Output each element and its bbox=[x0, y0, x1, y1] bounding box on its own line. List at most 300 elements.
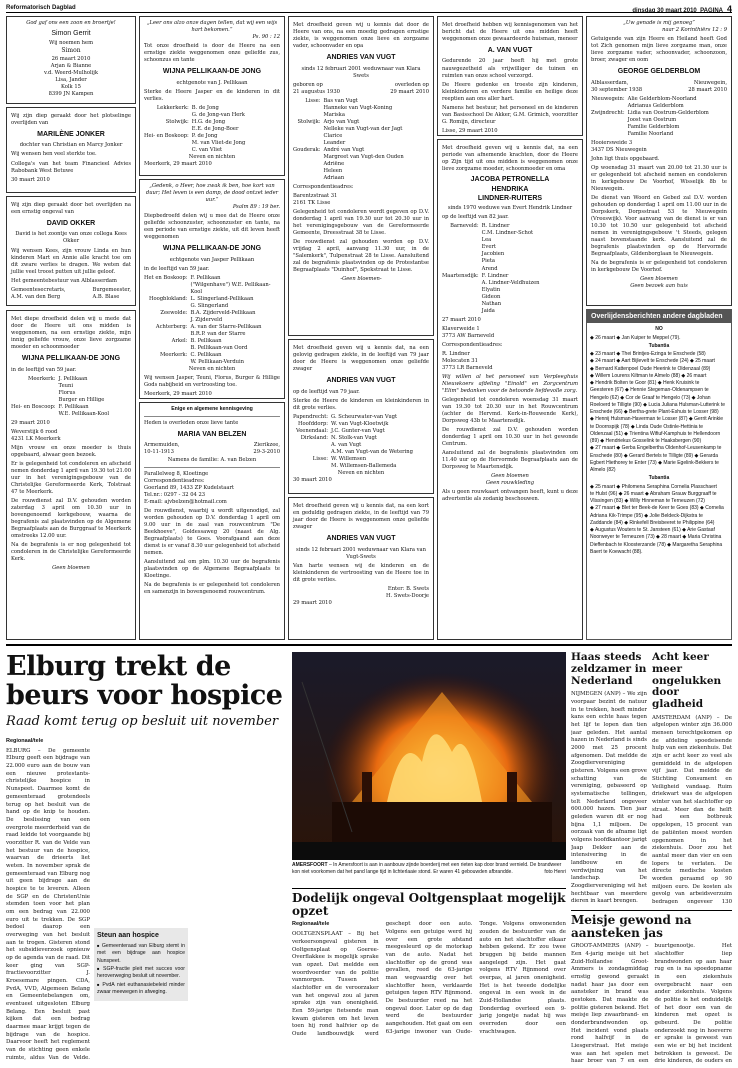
correspondence-label: Correspondentieadres: bbox=[293, 183, 354, 190]
overview-list bbox=[587, 323, 731, 558]
overview-entry: Geesteren (67) ◆ Hennie Stegeman-Oldenampsen te bbox=[590, 387, 709, 394]
family-place bbox=[442, 287, 479, 294]
deceased-name: JACOBA PETRONELLA bbox=[470, 176, 550, 184]
family-place bbox=[293, 161, 320, 168]
deceased-name: DAVID OKKER bbox=[46, 220, 96, 228]
overview-entry: Zaddande (84) ◆ Rinkefell Breisbeeret te Philippine (64) bbox=[590, 519, 715, 526]
family-member: M. Willemsen-Ballemeda bbox=[331, 462, 397, 469]
family-list bbox=[293, 414, 429, 470]
article-groot-ammers bbox=[571, 910, 732, 1064]
family-place: Meerkerk: bbox=[159, 351, 188, 358]
notice-school bbox=[437, 16, 583, 136]
deceased-name: GEORGE GELDERBLOM bbox=[617, 68, 701, 76]
family-member: Bas van Vugt bbox=[323, 97, 358, 104]
notice-relatives: Neven en nichten bbox=[188, 153, 236, 160]
family-member: Arjo van Vugt bbox=[323, 118, 360, 125]
family-place bbox=[442, 230, 479, 237]
family-member: C. van Vliet bbox=[191, 146, 223, 153]
family-place: Zeewolde: bbox=[160, 309, 188, 316]
family-member: W. Pellikaan-Verduin bbox=[190, 358, 245, 365]
notice-date: 29 maart 2010 bbox=[11, 419, 50, 426]
notice-footer: Geen bezoek aan huis bbox=[630, 282, 688, 289]
notice-text: De rouwdienst zal D.V. gehouden worden donderdag 1 april om 10.30 uur in het gewonde Centrum. bbox=[442, 426, 578, 447]
family-place bbox=[144, 140, 189, 147]
notice-text: De dienst van Woord en Gebed zal D.V. worden gehouden op donderdag 1 april om 11.00 uur in de Dorpskerk, Dorpsstraat 53 te Nieuwegein (Vreeswijk). Voor aanvang van de dienst is er van 10.30 tot 10.50 uur gelegenheid tot afscheid nemen in verenigingsgebouw 't Steeds, gelegen naast bovenstaande kerk. Aansluitend zal de begrafenis plaatsvinden op de Hervormde Begraafplaats, Gildenborglaan te Nieuwegein. bbox=[591, 194, 727, 257]
family-member: A.M. van Vugt-van de Wetering bbox=[331, 448, 413, 455]
family-place: Hei- en Boskoop: bbox=[144, 132, 189, 139]
notice-text: Na de begrafenis is er gelegenheid tot condoleren en samenzijn in bovengenoemd rouwcentrum. bbox=[144, 581, 280, 595]
family-place bbox=[144, 112, 189, 119]
address-line: 3437 DS Nieuwegein bbox=[591, 146, 647, 153]
family-member: Leander bbox=[323, 139, 346, 146]
family-member: Florus bbox=[58, 389, 76, 396]
family-place bbox=[293, 112, 320, 119]
notice-text: Na de begrafenis is er gelegenheid tot condoleren in kerkgebouw De Voorhof. bbox=[591, 259, 727, 273]
notice-intro: Met droefheid hebben wij kennisgenomen van het bericht dat de Heere uit ons midden heeft weggenomen onze gewaardeerde huisman, meneer bbox=[442, 22, 578, 43]
scripture-ref: Psalm 89 : 19 ber. bbox=[232, 204, 280, 211]
paper-name: Reformatorisch Dagblad bbox=[6, 5, 76, 11]
overview-entry: Roeloerd te Tilligte (90) ◆ Lucia Juliana Hulsman-Lutterink te bbox=[590, 401, 726, 408]
main-article-rest bbox=[94, 738, 288, 1062]
address-line: R. Lindner bbox=[442, 350, 470, 357]
notice-intro: Diepbedroefd delen wij u mee dat de Heere onze geliefde schoonzuster, schoonzuster en tante, na een periode van ernstige ziekte, uit dit leven heeft weggenomen bbox=[144, 213, 280, 241]
notice-pellikaan-siblings bbox=[139, 16, 285, 176]
family-member: G. Scheurwater-van Vugt bbox=[331, 413, 398, 420]
death-date: 29 maart 2010 bbox=[390, 88, 429, 95]
signature-name: A.M. van den Berg bbox=[11, 293, 61, 300]
notice-gelderblom bbox=[586, 16, 732, 306]
deceased-age: in de leeftijd van 59 jaar. bbox=[11, 366, 77, 373]
family-member: G. de Jong-van Herk bbox=[191, 111, 245, 118]
overview-entry: Egbert Hiethorey te Enter (73) ◆ Marie Egelink-Bekkers te bbox=[590, 459, 719, 466]
family-member: A. Lindner-Veldhuizen bbox=[481, 279, 540, 286]
family-member: Lidia van Oostrum-Gelderblom bbox=[627, 109, 709, 116]
family-place: Lisse: bbox=[312, 455, 329, 462]
family-member: F. Pellikaan bbox=[190, 274, 221, 281]
deceased-name: LINDNER-RUITERS bbox=[477, 194, 543, 202]
parents-line: Lisa, Jander bbox=[55, 76, 87, 83]
family-member: Teuni bbox=[58, 382, 74, 389]
family-place bbox=[144, 345, 187, 352]
article-headline: Meisje gewond na aansteken jas bbox=[571, 913, 692, 941]
notice-footer: -Geen bloemen- bbox=[340, 275, 382, 282]
family-member: Margreet van Vugt-den Ouden bbox=[323, 153, 404, 160]
notice-okker bbox=[6, 196, 136, 306]
notice-subtitle: sinds 12 februari 2001 weduwnaar van Klara Swets bbox=[301, 65, 421, 79]
address-line: Molecaten 31 bbox=[442, 357, 478, 364]
family-member: Joost van Oostrum bbox=[627, 116, 677, 123]
death-place: Nieuwegein, bbox=[693, 79, 727, 86]
family-member: C. Pellikaan bbox=[190, 351, 222, 358]
family-place bbox=[293, 140, 320, 147]
overview-entry: Oldenzaal (51) ◆ Trientina Wifiuf-Kamphuis te Hellendoorn bbox=[590, 430, 721, 437]
family-member: F. Pellikaan bbox=[58, 403, 89, 410]
family-member: G. Slingerland bbox=[190, 302, 229, 309]
family-place: Zwijndrecht: bbox=[591, 109, 625, 116]
notice-lindner bbox=[437, 139, 583, 640]
overview-entry: ◆ 23 maart ◆ Thei Brintjes-Ezinga te Enschede (58) bbox=[590, 351, 706, 358]
parents-line: v.d. Weerd-Mulholijk bbox=[43, 69, 99, 76]
notice-text: Na de begrafenis is er nog gelegenheid tot condoleren in de Christelijke Gereformeerde Kerk. bbox=[11, 541, 131, 562]
notice-intro: Tot onze droefheid is door de Heere na een ernstige ziekte weggenomen onze geliefde zus, schoonzus en tante bbox=[144, 43, 280, 64]
family-member: Nelleke van Vugt-van der Jagt bbox=[323, 125, 403, 132]
address-line: Correspondentieadres: bbox=[144, 477, 205, 484]
fact-box-title: Steun aan hospice bbox=[97, 932, 159, 939]
family-place bbox=[11, 383, 56, 390]
notice-text: Op woensdag 31 maart van 20.00 tot 21.30 uur is er gelegenheid tot afscheid nemen en condoleren in kerkgebouw De Voorhof, Wisselijk 8b te Nieuwegein. bbox=[591, 164, 727, 192]
article-headline: Haas steeds zeldzamer in Nederland bbox=[571, 652, 647, 687]
notice-date: 27 maart 2010 bbox=[442, 316, 481, 323]
notice-text: Gedurende 20 jaar heeft hij met grote nauwgezetheid als vrijwilliger de tuinen en ruimten van onze school verzorgd. bbox=[442, 58, 578, 79]
notice-text: Wij wensen hen veel sterkte toe. bbox=[11, 151, 97, 158]
family-member: Adriaan bbox=[323, 174, 345, 181]
family-place bbox=[11, 390, 56, 397]
notice-jonker bbox=[6, 107, 136, 193]
family-member: B. Pellikaan-van Oord bbox=[190, 344, 248, 351]
family-place bbox=[144, 331, 187, 338]
notice-intro: Met droefheid geven wij u kennis dat door de Heere van ons, na een moedig gedragen ernstige ziekte, is weggenomen onze lieve en zorgzame vader, schoonvader en opa bbox=[293, 22, 429, 50]
family-member: M. van Vliet-de Jong bbox=[191, 139, 246, 146]
deceased-age: op de leeftijd van 82 jaar. bbox=[442, 214, 509, 221]
notice-text: Sterke de Heere de kinderen en kleinkinderen in dit grote verlies. bbox=[293, 397, 429, 411]
family-place bbox=[144, 126, 189, 133]
notice-text: De Heere gedenke en troeste zijn kinderen, kleinkinderen en verdere familie en heilige deze reeptien aan ons aller hart. bbox=[442, 81, 578, 102]
family-member: N. Stolk-van Vugt bbox=[331, 434, 377, 441]
family-member: Alie Gelderblom-Noorland bbox=[627, 95, 697, 102]
notice-belzen bbox=[139, 402, 285, 640]
overview-entry: Enschede (80) ◆ Gerard Bertels te Tilligte (89) ◆ Gerarda bbox=[590, 452, 719, 459]
family-list bbox=[144, 275, 280, 366]
family-member: André van Vugt bbox=[323, 146, 365, 153]
address-line: Klaverweide 1 bbox=[442, 325, 480, 332]
overview-entry: Almelo (82) bbox=[590, 467, 616, 474]
birth-poem: God gaf ons een zoon en broertje! bbox=[26, 20, 116, 26]
child-name: Simon Gerrit bbox=[51, 30, 91, 38]
signature-title: Burgemeester, bbox=[92, 286, 131, 293]
family-place: Het en Boskoop: bbox=[144, 274, 188, 281]
fact-item: ■ SGP-fractie pleit met succes voor heroverweging besluit uit november. bbox=[97, 966, 185, 981]
deceased-name: MARIA VAN BELZEN bbox=[177, 431, 247, 439]
overview-entry: ◆ Willem Lourens Kiltman te Almelo (88) ◆ 26 maart bbox=[590, 372, 707, 379]
address-line: Goerland 89, 1433 ZP Kudelstaart bbox=[144, 484, 235, 491]
overview-entry: Vlissingen (83) ◆ Willy Hinneman te Terneuzen (72) bbox=[590, 498, 705, 505]
overview-entry: ◆ Bernard Kattenpoel Oude Heerink te Oldenzaal (89) bbox=[590, 365, 711, 372]
family-member: J. Zijderveld bbox=[190, 316, 223, 323]
family-place bbox=[293, 133, 320, 140]
address-line: Parallelweg 8, Kloetinge bbox=[144, 470, 209, 477]
notice-vugt-siblings bbox=[288, 339, 434, 494]
family-place bbox=[11, 411, 56, 418]
deceased-name: ANDRIES VAN VUGT bbox=[326, 377, 396, 385]
family-member: P. de Jong bbox=[191, 132, 218, 139]
family-place bbox=[442, 251, 479, 258]
family-member: Jacobien bbox=[481, 251, 505, 258]
birth-place: Armemuiden, bbox=[144, 442, 180, 449]
family-place: Nieuwegein: bbox=[591, 95, 625, 102]
deceased-name: MARILÈNE JONKER bbox=[37, 131, 105, 139]
fact-item: ■ Gemeenteraad van Elburg stemt in met een bijdrage aan hospice Nunspeet. bbox=[97, 943, 185, 965]
deceased-age: in de leeftijd van 59 jaar. bbox=[144, 265, 210, 272]
family-place bbox=[293, 105, 320, 112]
overview-entry: ◆ Hennij Hulsman-Haverman te Losser (87) ◆ Gerrit Arinkie bbox=[590, 416, 724, 423]
overview-entry: Dieffenbach te Kloosterzande (78) ◆ Margaretha Seraphina bbox=[590, 541, 723, 548]
caption-location: AMERSFOORT bbox=[292, 862, 328, 868]
family-place bbox=[11, 397, 56, 404]
fire-photo bbox=[292, 652, 566, 860]
family-member: C.M. Lindner-Schot bbox=[481, 230, 534, 237]
family-member: Gideon bbox=[481, 293, 501, 300]
life-dates bbox=[144, 442, 280, 456]
family-member: Lea bbox=[481, 237, 492, 244]
notice-intro: Wij zijn diep geraakt door het plotselinge overlijden van bbox=[11, 113, 131, 127]
main-headline: Elburg trekt de beurs voor hospice bbox=[6, 652, 283, 712]
signature-name: A.B. Blase bbox=[92, 293, 120, 300]
page-label: PAGINA bbox=[700, 8, 723, 13]
article-kicker: Regionaal/tele bbox=[6, 738, 44, 744]
notice-relatives: Neven en nichten bbox=[188, 365, 236, 372]
family-member: Evert bbox=[481, 244, 496, 251]
family-place: Arkel: bbox=[171, 337, 188, 344]
deceased-name: A. VAN VUGT bbox=[487, 47, 533, 55]
fact-box bbox=[94, 928, 188, 1001]
family-place bbox=[293, 168, 320, 175]
scripture-ref: naar 2 Korinthiërs 12 : 9 bbox=[662, 27, 727, 34]
notice-vugt-swets bbox=[288, 497, 434, 640]
notice-date: 30 maart 2010 bbox=[293, 476, 332, 483]
family-member: Elyatin bbox=[481, 286, 501, 293]
overview-entry: Hengelo (62) ◆ Cor de Graaf te Hengelo (73) ◆ Johan bbox=[590, 394, 711, 401]
article-spacer bbox=[94, 738, 188, 928]
address-line: Hooiersweide 3 bbox=[591, 139, 633, 146]
notice-text: Als u geen rouwkaart ontvangen heeft, kunt u deze advertentie als zodanig beschouwen. bbox=[442, 488, 578, 502]
address-line: 8399 JN Kampen bbox=[48, 90, 94, 97]
family-place bbox=[442, 294, 479, 301]
family-member: A. van Vugt bbox=[331, 441, 362, 448]
family-place: Lisse: bbox=[305, 97, 321, 104]
family-member: R. Lindner bbox=[481, 223, 510, 230]
notice-text: Er is gelegenheid tot condoleren en afscheid nemen donderdag 1 april van 19.30 tot 21.00 uur in het verenigingsgebouw van de Christelijke Gereformeerde Kerk, Tolstraat 47 te Meerkerk. bbox=[11, 460, 131, 495]
family-member: A. van der Starre-Pellikaan bbox=[190, 323, 262, 330]
family-place bbox=[293, 126, 320, 133]
notice-sender: Collega's van het team Financieel Advies Rabobank West Betuwe bbox=[11, 160, 131, 174]
family-place bbox=[144, 282, 187, 296]
family-place bbox=[442, 237, 479, 244]
family-member: Jaida bbox=[481, 307, 495, 314]
newspaper-name: NO bbox=[655, 326, 663, 333]
address-line: Weverstijk 6 rood bbox=[11, 428, 58, 435]
address-line: 3773 AW Barneveld bbox=[442, 332, 495, 339]
notice-footer: Geen bloemen bbox=[52, 564, 90, 571]
notice-text: Mijn vrouw en onze moeder is thuis opgebaard, alwaar geen bezoek. bbox=[11, 444, 131, 458]
newspaper-name: Tubantia bbox=[648, 342, 670, 349]
family-place: Hei- en Boscoop: bbox=[11, 403, 56, 410]
notice-subtitle: dochter van Christian en Marcy Jonker bbox=[19, 142, 123, 149]
issue-date: dinsdag 30 maart 2010 bbox=[632, 8, 697, 13]
child-nickname: Simon bbox=[61, 47, 81, 55]
notice-text: John ligt thuis opgebaard. bbox=[591, 155, 660, 162]
family-place: Gouderak: bbox=[293, 146, 321, 153]
family-place: Veenendaal: bbox=[295, 427, 329, 434]
notice-pellikaan-inlaws bbox=[139, 179, 285, 399]
deceased-age: op de leeftijd van 79 jaar. bbox=[293, 388, 360, 395]
notice-footer: Geen bloemen bbox=[640, 275, 678, 282]
family-member: F. Lindner bbox=[481, 272, 509, 279]
family-place: Barneveld: bbox=[450, 223, 479, 230]
article-text: OOLTGENSPLAAT – Bij het verkeersongeval gisteren in Ooltgensplaat op Goeree-Overflakkee is mogelijk sprake van opzet. Dat meldde een woordvoerder van de politie vanmorgen. Tussen het slachtoffer en de veroorzaker van het ongeval zou al jaren sprake zijn van onenigheid. Een 59-jarige fietsende man kwam gisteren om het leven toen hij rond halfvier op de Oude landbouwdijk werd geschept door een auto. Volgens een getuige werd hij over een grote afstand meegesleurd op de motorkap van de auto. Nadat het slachtoffer op de grond was gevallen, reed de 63-jarige man wegvaardig over het slachtoffer heen, verklaarde getuigen tegen RTV Rijnmond. De bestuurder reed na het ongeval door. Later op de dag werd de bestuurder aangehouden. Het gaat om een 63-jarige inwoner van Oude-Tonge. Volgens omwonenden zouden de bestuurder van de auto en het slachtoffer elkaar hebben gekend. Er zou twee bruggen bij beide mannen aangelegd zijn. Het gaat volgens RTV Rijnmond over overpas, al jaren onenigheid. Het is het tweede dodelijke ongeval in een week in de Zuid-Hollandse plaats. Donderdag overleed een 9-jarig jongetje nadat hij was overreden door een vrachtwagen. bbox=[292, 921, 566, 1037]
article-body bbox=[292, 921, 566, 1064]
family-place bbox=[144, 359, 187, 366]
notice-relatives: Neven en nichten bbox=[337, 469, 385, 476]
scripture-quote: „Leer ons alzo onze dagen tellen, dat wij een wijs hart bekomen.” bbox=[146, 20, 278, 34]
address-line: 2161 TK Lisse bbox=[293, 199, 331, 206]
family-member: J. Pellikaan bbox=[58, 375, 88, 382]
family-member: E.E. de Jong-Boer bbox=[191, 125, 239, 132]
notice-intro: Wij zijn diep geraakt door het overlijden na een ernstig ongeval van bbox=[11, 202, 131, 216]
family-member: W.E. Pellikaan-Kool bbox=[58, 410, 110, 417]
family-place bbox=[442, 280, 479, 287]
family-member: Familie Gelderblom bbox=[627, 123, 680, 130]
notice-sender: Het gemeentebestuur van Alblasserdam bbox=[11, 277, 117, 284]
family-member: Hanneke van Vugt-Koning bbox=[323, 104, 393, 111]
article-headline: Dodelijk ongeval Ooltgensplaat mogelijk opzet bbox=[292, 891, 566, 919]
photo-credit: foto Henri bbox=[544, 868, 566, 875]
notice-text: Wij wensen Kees, zijn vrouw Linda en hun kinderen Mart en Annie alle kracht toe om dit zware verlies te dragen. We weten dat jullie veel troost putten uit jullie geloof. bbox=[11, 247, 131, 275]
birth-label: geboren op bbox=[293, 81, 323, 88]
family-place: Stolwijk: bbox=[297, 118, 321, 125]
family-place bbox=[442, 244, 479, 251]
family-place: Maartensdijk: bbox=[442, 272, 479, 279]
family-member: Mariska bbox=[323, 111, 345, 118]
family-member: Familie Noorland bbox=[627, 130, 674, 137]
main-headline-block bbox=[6, 652, 288, 732]
notice-intro: Getuigende van zijn Heere en Heiland heeft God tot Zich genomen mijn lieve zorgzame man, onze lieve zorgzame vader, schoonvader, schoonzoon, broer, zwager en oom bbox=[591, 36, 727, 64]
address-line: Barentzstraat 31 bbox=[293, 192, 338, 199]
notice-text: Aansluitend zal om plm. 10.30 uur de begrafenis plaatsvinden op de Algemene Begraafplaats te Kloetinge. bbox=[144, 558, 280, 579]
overview-title: Overlijdensberichten andere dagbladen bbox=[587, 310, 731, 323]
article-text: GROOT-AMMERS (ANP) – Een 4-jarig meisje uit het Zuid-Hollandse Groot-Ammers is zondagmiddag ernstig gewond geraakt nadat haar jas door een aansteker in brand was gestoken. Dat maakte de politie gisteren bekend. Het meisje liep zwaarbrand- en donderbrandwonden op. Het incident vond plaats rond halfvijf in de Liesgerstraat. Het meisje was aan het spelen met haar broer van 7 en een buurtgenootje. Het slachtoffer liep brandwonden op aan haar rug en is na spoedopname in een ziekenhuis overgebracht naar een ander ziekenhuis. Volgens de politie is het onduidelijk of het door een van de kinderen met opzet is gebeurd. De politie onderzoekt nog in hoeverre er sprake is geweest van een wie er bij het incident betrokken is geweest. De drie kinderen, de ouders en bbox=[571, 943, 732, 1064]
overview-entry: te Doornspijk (78) ◆ Linda Oude Ostinle-Hettinia te bbox=[590, 423, 704, 430]
main-subheadline: Raad komt terug op besluit uit november bbox=[6, 714, 279, 730]
signature-name: H. Swets-Doorje bbox=[386, 592, 429, 599]
family-place bbox=[591, 117, 625, 124]
birth-date: 30 september 1938 bbox=[591, 86, 643, 93]
scripture-quote: „Gedenk, o Heer, hoe zwak ik ben, hoe kort van duur; Het leven is een damp, de dood ontzet ieder uur.” bbox=[145, 183, 279, 204]
family-place bbox=[591, 131, 625, 138]
death-date: 29-3-2010 bbox=[253, 449, 280, 456]
family-member: B. de Jong bbox=[191, 104, 219, 111]
family-place bbox=[442, 266, 479, 273]
deceased-name: WIJNA PELLIKAAN-DE JONG bbox=[162, 68, 262, 76]
family-place bbox=[591, 103, 625, 110]
family-sign: Namens de familie: A. van Belzen bbox=[167, 456, 257, 463]
birth-announcement bbox=[6, 16, 136, 104]
article-haas bbox=[571, 652, 647, 906]
signature-name: Enter: B. Swets bbox=[387, 585, 429, 592]
family-list bbox=[442, 223, 578, 314]
correspondence-label: Correspondentieadres: bbox=[442, 341, 503, 348]
family-place: Dirksland: bbox=[300, 434, 329, 441]
birth-date: 21 augustus 1930 bbox=[293, 88, 340, 95]
overview-entry: Adriana Kik-Trimpe (95) ◆ Jolie Beldeck-Dijkstra te bbox=[590, 512, 703, 519]
notice-date: Meerkerk, 29 maart 2010 bbox=[144, 160, 212, 167]
article-gladheid bbox=[652, 652, 732, 906]
notice-text: Aansluitend zal de begrafenis plaatsvinden om 11.40 uur op de Hervormde Begraafplaats aan de Dorpsweg te Maartensdijk. bbox=[442, 449, 578, 470]
article-text: NIJMEGEN (ANP) – We zijn voorpaar bezint de natuur in te trekken, hoeft minder kans een echte haas tegen het lijf te lopen dan tien jaar geleden. Het aantal hazen in Nederland is sinds 2000 met 25 procent afgenomen. Dat meldde de Zoogdiervereniging gisteren. Volgens een grove schatting van de vereniging, gebaseerd op systematische tellingen, telt Nederland ongeveer 600.000 hazen. Tien jaar geleden waren dit er nog bijna 1,1 miljoen. De oorzaak van de afname ligt volgens hoofdkantoor jarigt Jaap Dekker aan de intensivering in de landbouw en de verdwijning van het landschap. De Zoogdiervereniging wil het hechtbaar van meerdere dieren in kaart brengen. bbox=[571, 691, 647, 905]
deceased-name: WIJNA PELLIKAAN-DE JONG bbox=[162, 245, 262, 253]
page-header bbox=[6, 3, 732, 13]
overview-entry: te Hulst (96) ◆ 26 maart ◆ Abraham Grauw Burggraaff te bbox=[590, 490, 717, 497]
family-place bbox=[591, 124, 625, 131]
family-member: H.G. de Jong bbox=[191, 118, 226, 125]
notice-date: Meerkerk, 29 maart 2010 bbox=[144, 390, 212, 397]
notice-subtitle: echtgenote van Jasper Pellikaan bbox=[169, 256, 255, 263]
article-ooltgensplaat bbox=[292, 888, 566, 1064]
family-member: ("Wilgenhave") W.E. Pellikaan-Kool bbox=[190, 281, 271, 295]
overview-entry: Enschede (66) ◆ Bertha-grete Plant-Eshuis te Losser (98) bbox=[590, 409, 719, 416]
notice-subtitle: sinds 12 februari 2001 weduwnaar van Klara van Vugt-Swets bbox=[296, 546, 426, 560]
scripture-ref: Ps. 90 : 12 bbox=[252, 34, 280, 41]
family-place: Hoofddorp: bbox=[298, 420, 329, 427]
signatures bbox=[11, 287, 131, 301]
notice-text: De rouwdienst zal D.V. gehouden worden zaterdag 3 april om 10.30 uur in bovengenoemd kerkgebouw, waarna de begrafenis zal plaatsvinden op de Algemene Begraafplaats aan de Burggraaf te Meerkerk omstreeks 12.00 uur. bbox=[11, 497, 131, 539]
obituary-overview bbox=[586, 309, 732, 640]
address-line: 3773 LR Barneveld bbox=[442, 364, 493, 371]
page-info bbox=[632, 3, 732, 13]
notice-text: Gelegenheid tot condoleren wordt gegeven op D.V. donderdag 1 april van 19.30 uur tot 20.30 uur in het verenigingsgebouw van de Gereformeerde Gemeente, Dreesstraat 38 te Lisse. bbox=[293, 208, 429, 236]
notice-text: De rouwdienst, waarbij u wordt uitgenodigd, zal worden gehouden op D.V. donderdag 1 april om 9.00 uur in de zaal van rouwcentrum "De Beekhoeve", Goldessaweg 20 (naast de Alg. Begraafplaats) te Goes. Voorafgaand aan deze dienst is er vanaf 8.30 uur gelegenheid tot afscheid nemen. bbox=[144, 507, 280, 556]
deceased-name: ANDRIES VAN VUGT bbox=[326, 54, 396, 62]
address-line: Tel.nr.: 0297 - 32 04 23 bbox=[144, 491, 206, 498]
death-date: 28 maart 2010 bbox=[688, 86, 727, 93]
notice-intro: Met diepe droefheid delen wij u mede dat door de Heere uit ons midden is weggenomen, na een ernstige ziekte, mijn innig geliefde vrouw, onze lieve zorgzame moeder en schoonmoeder bbox=[11, 316, 131, 351]
notice-sender: Namens het bestuur, het personeel en de kinderen van Basisschool De Akker, G.M. Grimich, voorzitter G. Romijn, directeur bbox=[442, 104, 578, 125]
overview-entry: ◆ 27 maart ◆ Gerba Engelbertha Oldenhof-Leusenkamp te bbox=[590, 445, 722, 452]
family-member: W. Willemsen bbox=[331, 455, 367, 462]
article-headline: Acht keer meer ongelukken door gladheid bbox=[652, 652, 722, 710]
overview-entry: Noorweyer te Terneuzen (73) ◆ 28 maart ◆ Maria Christina bbox=[590, 534, 722, 541]
parents-line: Arjan & Bianne bbox=[50, 62, 92, 69]
notice-pellikaan-family bbox=[6, 310, 136, 640]
family-member: B. Pellikaan bbox=[190, 337, 222, 344]
family-place: Hoogblokland: bbox=[148, 295, 188, 302]
deceased-name: WIJNA PELLIKAAN-DE JONG bbox=[21, 355, 121, 363]
caption-text: – In Amersfoort is aan in aanbouw zijnde boerderij met een rieten kap door brand vernield. De brandweer kon niet voorkomen dat het pand lange tijd in lichterlaaie stond. Er waren 41 gebouwden afbrandde. bbox=[292, 862, 562, 875]
family-member: B.R.P. van der Starre bbox=[190, 330, 246, 337]
photo-caption bbox=[292, 862, 566, 884]
address-line: Kolk 15 bbox=[61, 83, 81, 90]
deceased-name: ANDRIES VAN VUGT bbox=[326, 535, 396, 543]
family-place bbox=[144, 317, 187, 324]
fire-illustration bbox=[292, 652, 566, 860]
notice-text: Gelegenheid tot condoleren woensdag 31 maart van 19.30 tot 20.30 uur in het Rouwcentrum (achter de Hervmd. Kerk-in-Rouwende Kerk), Dorpsweg 43b te Maartensdijk. bbox=[442, 396, 578, 424]
family-member: Heleen bbox=[323, 167, 343, 174]
family-place bbox=[293, 449, 328, 456]
family-list bbox=[591, 96, 727, 138]
family-member: Nathan bbox=[481, 300, 502, 307]
article-text: AMSTERDAM (ANP) – De afgelopen winter zijn 36.000 mensen terechtgekomen op de afdeling spoedeisende hulp van een ziekenhuis. Dat zijn er acht keer zo veel als gemiddeld in de afgelopen vijf jaar. Dat meldde de Stichting Consument en Veiligheid vandaag. Ruim driekwart was de afgelopen winter van het slachtoffer op straat. Meer dan de helft had een botbreuk opgelopen, 15 procent van de patiënten moest worden opgenomen in het ziekenhuis. Door zou het aantal meer dan vier en een lopers te verlaten. De directe medische kosten worden geraamd op 90 miljoen euro. De kosten als gevolg van arbeidsverzuim bedragen ongeveer 130 bbox=[652, 714, 732, 905]
family-list bbox=[11, 376, 131, 418]
family-place bbox=[144, 147, 189, 154]
section-divider bbox=[6, 644, 732, 646]
family-list bbox=[293, 98, 429, 182]
notice-subtitle: sinds 1970 weduwe van Evert Hendrik Lindner bbox=[447, 205, 573, 212]
newspaper-name: Tubantia bbox=[648, 475, 670, 482]
family-place: Achterberg: bbox=[155, 323, 188, 330]
family-place bbox=[442, 301, 479, 308]
overview-entry: ◆ 24 maart ◆ Aart Bijlevelt te Enschede (24) ◆ 25 maart bbox=[590, 358, 715, 365]
family-member: J.C. Gunter-van Vugt bbox=[331, 427, 385, 434]
overview-entry: (89) ◆ Hendriekus Gosselink te Haaksbergen (90) bbox=[590, 438, 702, 445]
